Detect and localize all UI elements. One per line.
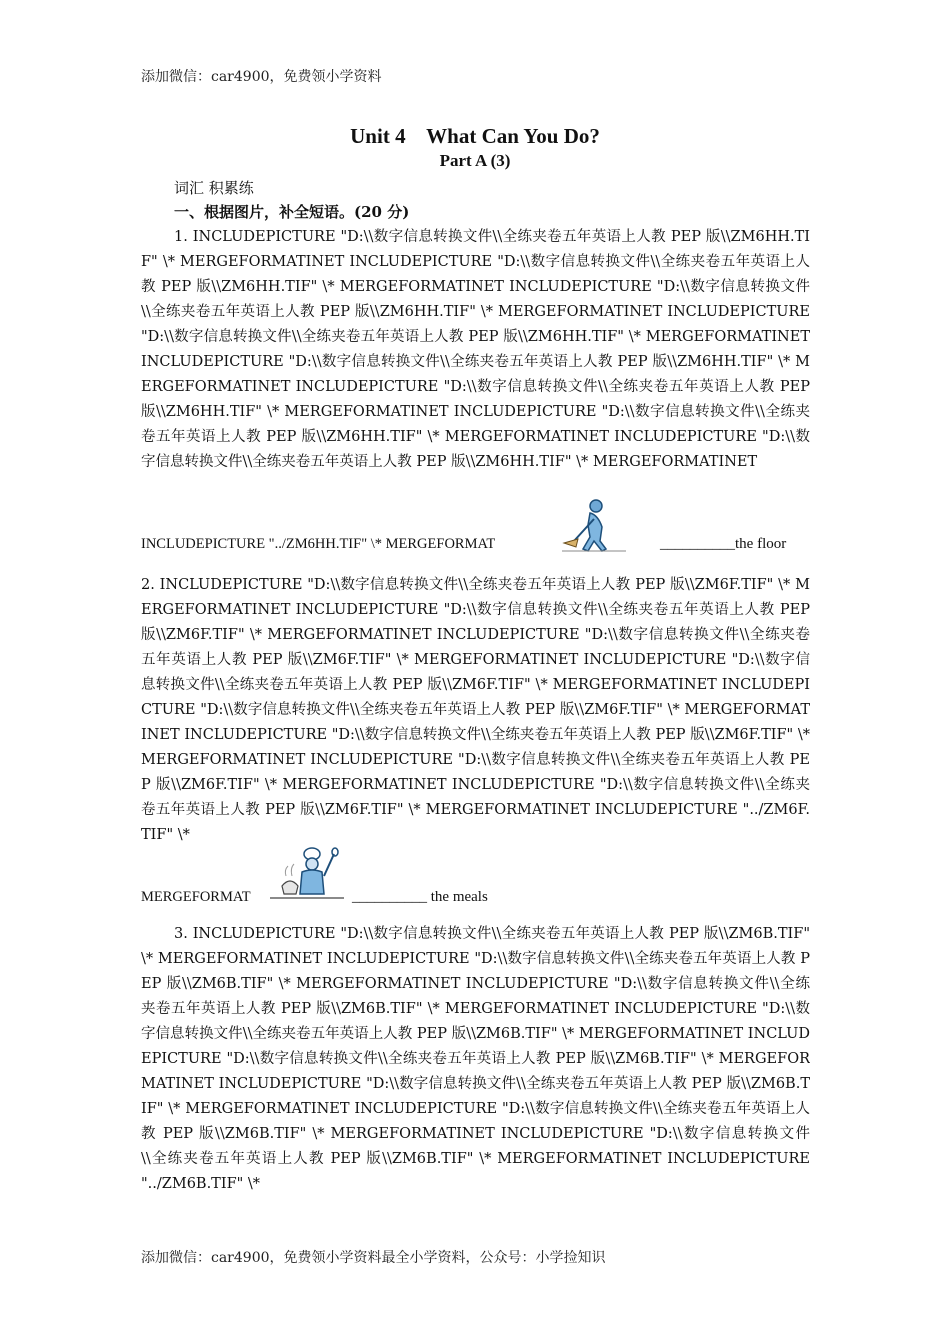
item-1-field-code: 1. INCLUDEPICTURE "D:\\数字信息转换文件\\全练夹卷五年英语上人教 PEP 版\\ZM6HH.TIF" \* MERGEFORMATINET INCLUDEPICTURE "D:\\数字信息转换文件\\全练夹卷五年英语上人教 PEP 版\\ZM6HH.TIF" \* MERGEFORMATINET INCLUDEPICTURE "D:\\数字信息转换文件\\全练夹卷五年英语上人教 PEP 版\\ZM6HH.TIF" \* MERGEFORMATINET INCLUDEPICTURE "D:\\数字信息转换文件\\全练夹卷五年英语上人教 PEP 版\\ZM6HH.TIF" \* MERGEFORMATINET INCLUDEPICTURE "D:\\数字信息转换文件\\全练夹卷五年英语上人教 PEP 版\\ZM6HH.TIF" \* MERGEFORMATINET INCLUDEPICTURE "D:\\数字信息转换文件\\全练夹卷五年英语上人教 PEP 版\\ZM6HH.TIF" \* MERGEFORMATINET INCLUDEPICTURE "D:\\数字信息转换文件\\全练夹卷五年英语上人教 PEP 版\\ZM6HH.TIF" \* MERGEFORMATINET INCLUDEPICTURE "D:\\数字信息转换文件\\全练夹卷五年英语上人教 PEP 版\\ZM6HH.TIF" \* MERGEFORMATINET bbox=[141, 229, 810, 470]
item-2-answer: __________ the meals bbox=[352, 889, 488, 905]
item-2-field-code: 2. INCLUDEPICTURE "D:\\数字信息转换文件\\全练夹卷五年英语上人教 PEP 版\\ZM6F.TIF" \* MERGEFORMATINET INCLUDEPICTURE "D:\\数字信息转换文件\\全练夹卷五年英语上人教 PEP 版\\ZM6F.TIF" \* MERGEFORMATINET INCLUDEPICTURE "D:\\数字信息转换文件\\全练夹卷五年英语上人教 PEP 版\\ZM6F.TIF" \* MERGEFORMATINET INCLUDEPICTURE "D:\\数字信息转换文件\\全练夹卷五年英语上人教 PEP 版\\ZM6F.TIF" \* MERGEFORMATINET INCLUDEPICTURE "D:\\数字信息转换文件\\全练夹卷五年英语上人教 PEP 版\\ZM6F.TIF" \* MERGEFORMATINET INCLUDEPICTURE "D:\\数字信息转换文件\\全练夹卷五年英语上人教 PEP 版\\ZM6F.TIF" \* MERGEFORMATINET INCLUDEPICTURE "D:\\数字信息转换文件\\全练夹卷五年英语上人教 PEP 版\\ZM6F.TIF" \* MERGEFORMATINET INCLUDEPICTURE "D:\\数字信息转换文件\\全练夹卷五年英语上人教 PEP 版\\ZM6F.TIF" \* MERGEFORMATINET INCLUDEPICTURE "../ZM6F.TIF" \* bbox=[141, 577, 810, 843]
item-1-field-tail: INCLUDEPICTURE "../ZM6HH.TIF" \* MERGEFORMAT bbox=[141, 536, 496, 552]
item-2-field-tail: MERGEFORMAT bbox=[141, 889, 251, 905]
section-label: 词汇 积累练 bbox=[174, 179, 254, 197]
footer-note: 添加微信：car4900，免费领小学资料最全小学资料，公众号：小学捡知识 bbox=[141, 1250, 606, 1266]
part-subtitle: Part A (3) bbox=[439, 151, 511, 170]
sweeping-floor-icon bbox=[560, 497, 630, 555]
item-1-answer: __________the floor bbox=[660, 536, 787, 552]
cooking-chef-icon bbox=[268, 846, 346, 904]
exercise-instruction: 一、根据图片，补全短语。(20 分) bbox=[174, 203, 410, 221]
header-note: 添加微信：car4900，免费领小学资料 bbox=[141, 69, 382, 85]
item-3-field-code: 3. INCLUDEPICTURE "D:\\数字信息转换文件\\全练夹卷五年英语上人教 PEP 版\\ZM6B.TIF" \* MERGEFORMATINET INCLUDEPICTURE "D:\\数字信息转换文件\\全练夹卷五年英语上人教 PEP 版\\ZM6B.TIF" \* MERGEFORMATINET INCLUDEPICTURE "D:\\数字信息转换文件\\全练夹卷五年英语上人教 PEP 版\\ZM6B.TIF" \* MERGEFORMATINET INCLUDEPICTURE "D:\\数字信息转换文件\\全练夹卷五年英语上人教 PEP 版\\ZM6B.TIF" \* MERGEFORMATINET INCLUDEPICTURE "D:\\数字信息转换文件\\全练夹卷五年英语上人教 PEP 版\\ZM6B.TIF" \* MERGEFORMATINET INCLUDEPICTURE "D:\\数字信息转换文件\\全练夹卷五年英语上人教 PEP 版\\ZM6B.TIF" \* MERGEFORMATINET INCLUDEPICTURE "D:\\数字信息转换文件\\全练夹卷五年英语上人教 PEP 版\\ZM6B.TIF" \* MERGEFORMATINET INCLUDEPICTURE "D:\\数字信息转换文件\\全练夹卷五年英语上人教 PEP 版\\ZM6B.TIF" \* MERGEFORMATINET INCLUDEPICTURE "../ZM6B.TIF" \* bbox=[141, 926, 810, 1192]
unit-title: Unit 4 What Can You Do? bbox=[350, 124, 600, 148]
